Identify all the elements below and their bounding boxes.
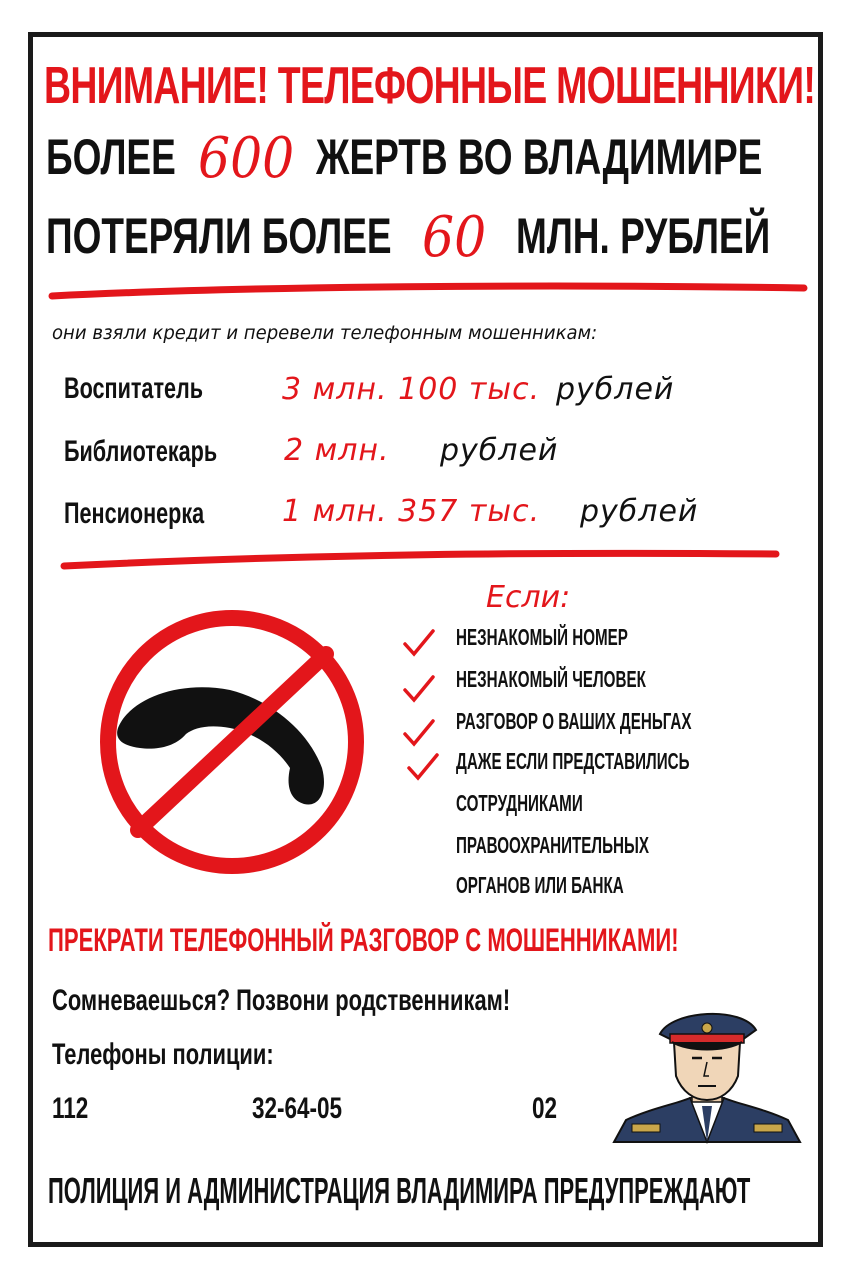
police-phones-label: Телефоны полиции: xyxy=(52,1038,274,1071)
stop-call-warning: ПРЕКРАТИ ТЕЛЕФОННЫЙ РАЗГОВОР С МОШЕННИКАМИ! xyxy=(48,922,679,958)
victim-role: Пенсионерка xyxy=(64,497,205,530)
police-phone-number: 02 xyxy=(532,1092,558,1125)
police-phone-number: 32-64-05 xyxy=(252,1092,343,1125)
conditions-heading: Если: xyxy=(486,580,571,615)
police-phone-number: 112 xyxy=(52,1092,89,1125)
red-divider-top xyxy=(48,280,808,304)
checkmark-icon xyxy=(406,752,440,782)
victims-count-suffix: ЖЕРТВ ВО ВЛАДИМИРЕ xyxy=(316,129,763,185)
losses-number: 60 xyxy=(422,205,487,270)
condition-item: СОТРУДНИКАМИ xyxy=(456,790,583,816)
red-divider-middle xyxy=(60,548,780,572)
victim-currency: рублей xyxy=(556,372,675,407)
victim-currency: рублей xyxy=(440,433,559,468)
no-phone-sign-icon xyxy=(90,600,375,885)
checkmark-icon xyxy=(402,718,436,748)
victim-role: Библиотекарь xyxy=(64,435,218,468)
poster-title: ВНИМАНИЕ! ТЕЛЕФОННЫЕ МОШЕННИКИ! xyxy=(44,57,816,115)
footer-warning: ПОЛИЦИЯ И АДМИНИСТРАЦИЯ ВЛАДИМИРА ПРЕДУПРЕЖДАЮТ xyxy=(48,1170,751,1211)
police-officer-icon xyxy=(612,1006,802,1146)
losses-line: ПОТЕРЯЛИ БОЛЕЕ xyxy=(46,208,392,264)
victims-count-number: 600 xyxy=(198,126,295,191)
victim-amount: 3 млн. 100 тыс. xyxy=(282,372,541,407)
condition-item: НЕЗНАКОМЫЙ ЧЕЛОВЕК xyxy=(456,666,646,692)
victim-amount: 2 млн. xyxy=(284,433,390,468)
victims-count-line: БОЛЕЕ xyxy=(46,129,176,185)
intro-text: они взяли кредит и перевели телефонным мошенникам: xyxy=(52,322,598,344)
victim-role: Воспитатель xyxy=(64,372,204,405)
losses-suffix: МЛН. РУБЛЕЙ xyxy=(516,208,771,264)
victim-amount: 1 млн. 357 тыс. xyxy=(282,494,541,529)
doubt-call-relatives: Сомневаешься? Позвони родственникам! xyxy=(52,984,511,1017)
condition-item: НЕЗНАКОМЫЙ НОМЕР xyxy=(456,624,628,650)
condition-item: ДАЖЕ ЕСЛИ ПРЕДСТАВИЛИСЬ xyxy=(456,748,690,774)
condition-item: ПРАВООХРАНИТЕЛЬНЫХ xyxy=(456,832,649,858)
victim-currency: рублей xyxy=(580,494,699,529)
condition-item: РАЗГОВОР О ВАШИХ ДЕНЬГАХ xyxy=(456,708,692,734)
checkmark-icon xyxy=(402,674,436,704)
checkmark-icon xyxy=(402,628,436,658)
condition-item: ОРГАНОВ ИЛИ БАНКА xyxy=(456,872,624,898)
